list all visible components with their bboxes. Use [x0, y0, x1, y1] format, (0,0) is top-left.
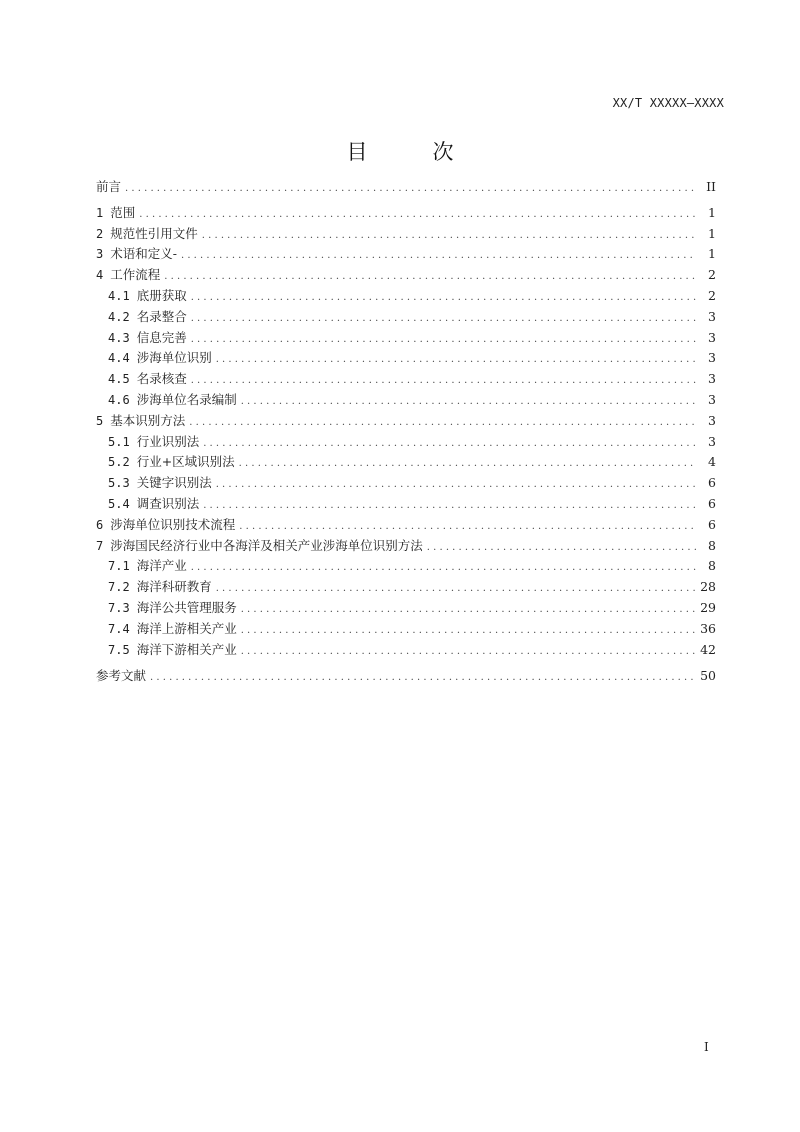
- toc-entry-2[interactable]: [96, 224, 716, 245]
- dot-leader: [241, 392, 696, 413]
- toc-label: 涉海单位识别技术流程: [110, 516, 236, 532]
- toc-entry-7-3[interactable]: [96, 598, 716, 619]
- toc-number: 5.3: [108, 476, 130, 491]
- dot-leader: [203, 496, 696, 517]
- toc-page-number: 3: [708, 329, 716, 345]
- toc-entry-foreword[interactable]: [96, 177, 716, 198]
- toc-label: 信息完善: [136, 329, 187, 345]
- toc-entry-5-2[interactable]: [96, 452, 716, 473]
- toc-page-number: 3: [708, 433, 716, 449]
- toc-entry-4-6[interactable]: [96, 390, 716, 411]
- toc-number: 4.3: [108, 330, 130, 345]
- toc-entry-7-5[interactable]: [96, 640, 716, 661]
- toc-label: 海洋公共管理服务: [136, 599, 237, 615]
- toc-page-number: 3: [708, 308, 716, 324]
- toc-label: 调查识别法: [136, 495, 200, 511]
- dot-leader: [427, 538, 696, 559]
- toc-page-number: 3: [708, 350, 716, 366]
- toc-number: 4: [96, 268, 104, 283]
- toc-number: 4.2: [108, 309, 130, 324]
- dot-leader: [191, 309, 696, 330]
- toc-page-number: 1: [708, 225, 716, 241]
- toc-entry-4-3[interactable]: [96, 328, 716, 349]
- toc-page-number: 42: [700, 641, 716, 657]
- toc-page-number: 6: [708, 516, 716, 532]
- toc-entry-5-4[interactable]: [96, 494, 716, 515]
- dot-leader: [150, 668, 696, 689]
- toc-entry-references[interactable]: [96, 666, 716, 687]
- toc-label: 参考文献: [96, 668, 147, 684]
- toc-label: 名录整合: [136, 308, 187, 324]
- toc-entry-7[interactable]: [96, 536, 716, 557]
- dot-leader: [139, 205, 696, 226]
- toc-page-number: 3: [708, 371, 716, 387]
- toc-number: 4.1: [108, 288, 130, 303]
- toc-label: 前言: [96, 179, 122, 194]
- toc-page-number: 29: [700, 599, 716, 615]
- toc-entry-4-2[interactable]: [96, 307, 716, 328]
- dot-leader: [191, 371, 696, 392]
- toc-page-number: 1: [708, 246, 716, 262]
- toc-label: 规范性引用文件: [110, 225, 198, 241]
- toc-label: 海洋科研教育: [136, 579, 212, 595]
- toc-number: 2: [96, 226, 104, 241]
- toc-page-number: 8: [708, 537, 716, 553]
- toc-page-number: 50: [700, 668, 716, 684]
- toc-label: 关键字识别法: [136, 475, 212, 491]
- toc-number: 6: [96, 517, 104, 532]
- toc-entry-4[interactable]: [96, 265, 716, 286]
- toc-label: 海洋下游相关产业: [136, 641, 237, 657]
- toc-label: 涉海单位识别: [136, 350, 212, 366]
- toc-label: 名录核查: [136, 371, 187, 387]
- table-of-contents: [96, 177, 716, 687]
- standard-code-header: XX/T XXXXX—XXXX: [612, 96, 724, 110]
- toc-page-number: 36: [700, 620, 716, 636]
- page-title: 目 次: [346, 140, 476, 164]
- toc-entry-3[interactable]: [96, 244, 716, 265]
- toc-label: 范围: [110, 204, 136, 220]
- toc-page-number: 6: [708, 475, 716, 491]
- dot-leader: [191, 288, 696, 309]
- toc-entry-7-1[interactable]: [96, 556, 716, 577]
- dot-leader: [203, 434, 696, 455]
- dot-leader: [202, 226, 696, 247]
- toc-number: 7.1: [108, 559, 130, 574]
- toc-number: 7.2: [108, 580, 130, 595]
- toc-number: 7.3: [108, 600, 130, 615]
- toc-number: 7.4: [108, 621, 130, 636]
- toc-number: 4.4: [108, 351, 130, 366]
- toc-number: 4.6: [108, 392, 130, 407]
- dot-leader: [241, 621, 696, 642]
- dot-leader: [191, 558, 696, 579]
- toc-number: 4.5: [108, 372, 130, 387]
- toc-page-number: 1: [708, 204, 716, 220]
- dot-leader: [241, 642, 696, 663]
- toc-label: 基本识别方法: [110, 412, 186, 428]
- toc-page-number: 2: [708, 287, 716, 303]
- toc-page-number: 6: [708, 495, 716, 511]
- toc-label: 海洋上游相关产业: [136, 620, 237, 636]
- toc-page-number: II: [706, 179, 716, 194]
- toc-entry-4-1[interactable]: [96, 286, 716, 307]
- dot-leader: [239, 517, 696, 538]
- dot-leader: [164, 267, 696, 288]
- dot-leader: [191, 330, 696, 351]
- toc-number: 3: [96, 247, 104, 262]
- toc-page-number: 3: [708, 412, 716, 428]
- toc-entry-5[interactable]: [96, 411, 716, 432]
- dot-leader: [216, 579, 696, 600]
- toc-number: 5.4: [108, 496, 130, 511]
- toc-number: 7: [96, 538, 104, 553]
- toc-number: 1: [96, 205, 104, 220]
- toc-page-number: 28: [700, 579, 716, 595]
- toc-label: 术语和定义-: [110, 246, 177, 262]
- toc-entry-5-3[interactable]: [96, 473, 716, 494]
- toc-entry-6[interactable]: [96, 515, 716, 536]
- toc-entry-1[interactable]: [96, 203, 716, 224]
- toc-label: 涉海单位名录编制: [136, 391, 237, 407]
- dot-leader: [241, 600, 696, 621]
- toc-page-number: 8: [708, 558, 716, 574]
- toc-number: 5.1: [108, 434, 130, 449]
- toc-entry-5-1[interactable]: [96, 432, 716, 453]
- toc-page-number: 4: [708, 454, 716, 470]
- dot-leader: [189, 413, 696, 434]
- dot-leader: [239, 454, 696, 475]
- toc-label: 涉海国民经济行业中各海洋及相关产业涉海单位识别方法: [110, 537, 423, 553]
- toc-number: 5.2: [108, 455, 130, 470]
- toc-label: 行业+区域识别法: [136, 454, 235, 470]
- toc-label: 海洋产业: [136, 558, 187, 574]
- toc-label: 底册获取: [136, 287, 187, 303]
- dot-leader: [216, 350, 696, 371]
- toc-entry-7-4[interactable]: [96, 619, 716, 640]
- toc-page-number: 3: [708, 391, 716, 407]
- toc-page-number: 2: [708, 267, 716, 283]
- dot-leader: [181, 246, 696, 267]
- dot-leader: [125, 179, 696, 200]
- toc-label: 行业识别法: [136, 433, 200, 449]
- toc-label: 工作流程: [110, 267, 161, 283]
- toc-entry-7-2[interactable]: [96, 577, 716, 598]
- dot-leader: [216, 475, 696, 496]
- toc-number: 7.5: [108, 642, 130, 657]
- toc-number: 5: [96, 413, 104, 428]
- footer-page-number: I: [704, 1040, 709, 1054]
- toc-entry-4-4[interactable]: [96, 348, 716, 369]
- toc-entry-4-5[interactable]: [96, 369, 716, 390]
